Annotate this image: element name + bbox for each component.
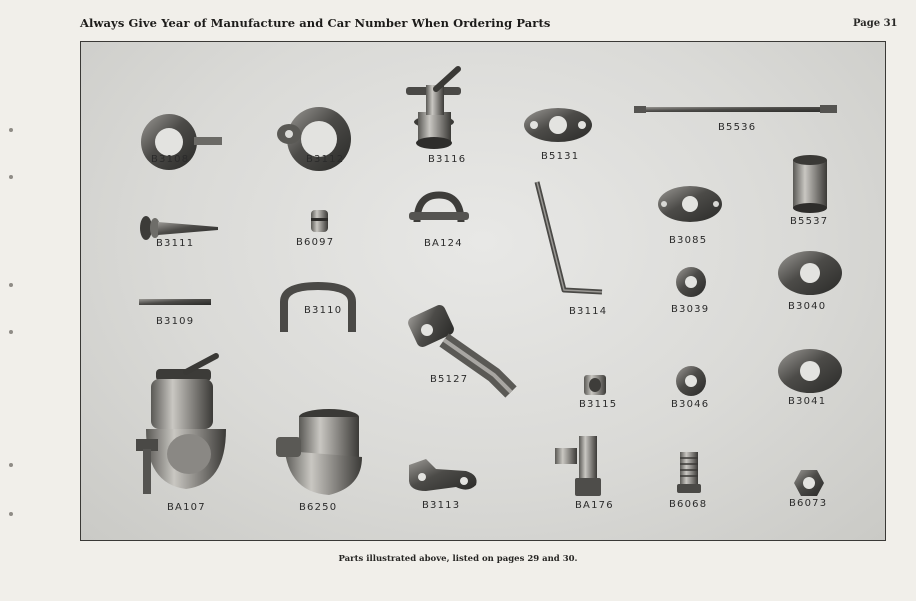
part-label: B3110 bbox=[304, 305, 343, 316]
binding-hole bbox=[9, 330, 13, 334]
page-number: Page 31 bbox=[853, 18, 898, 29]
part-label: B3109 bbox=[156, 316, 195, 327]
part-label: B3114 bbox=[569, 306, 608, 317]
page-header bbox=[0, 0, 916, 40]
part-label: B3113 bbox=[422, 500, 461, 511]
binding-hole bbox=[9, 463, 13, 467]
part-label: B3116 bbox=[428, 154, 467, 165]
part-label: B3115 bbox=[579, 399, 618, 410]
part-label: B6250 bbox=[299, 502, 338, 513]
binding-hole bbox=[9, 175, 13, 179]
part-label: B3040 bbox=[788, 301, 827, 312]
part-label: B3046 bbox=[671, 399, 710, 410]
part-label: B3108 bbox=[151, 154, 190, 165]
part-label: B3111 bbox=[156, 238, 195, 249]
part-label: B6097 bbox=[296, 237, 335, 248]
part-label: B6073 bbox=[789, 498, 828, 509]
part-label: BA107 bbox=[167, 502, 206, 513]
page-header-title: Always Give Year of Manufacture and Car Number When Ordering Parts bbox=[80, 16, 551, 30]
part-label: B5127 bbox=[430, 374, 469, 385]
binding-hole bbox=[9, 512, 13, 516]
part-label: BA176 bbox=[575, 500, 614, 511]
part-label: B3085 bbox=[669, 235, 708, 246]
part-label: B3112 bbox=[306, 154, 345, 165]
part-label: B6068 bbox=[669, 499, 708, 510]
plate-caption: Parts illustrated above, listed on pages 29 and 30. bbox=[338, 554, 578, 564]
parts-photo-plate bbox=[80, 41, 886, 541]
binding-hole bbox=[9, 283, 13, 287]
binding-hole bbox=[9, 128, 13, 132]
part-label: BA124 bbox=[424, 238, 463, 249]
part-label: B5536 bbox=[718, 122, 757, 133]
part-label: B3039 bbox=[671, 304, 710, 315]
part-label: B5131 bbox=[541, 151, 580, 162]
part-label: B5537 bbox=[790, 216, 829, 227]
part-label: B3041 bbox=[788, 396, 827, 407]
